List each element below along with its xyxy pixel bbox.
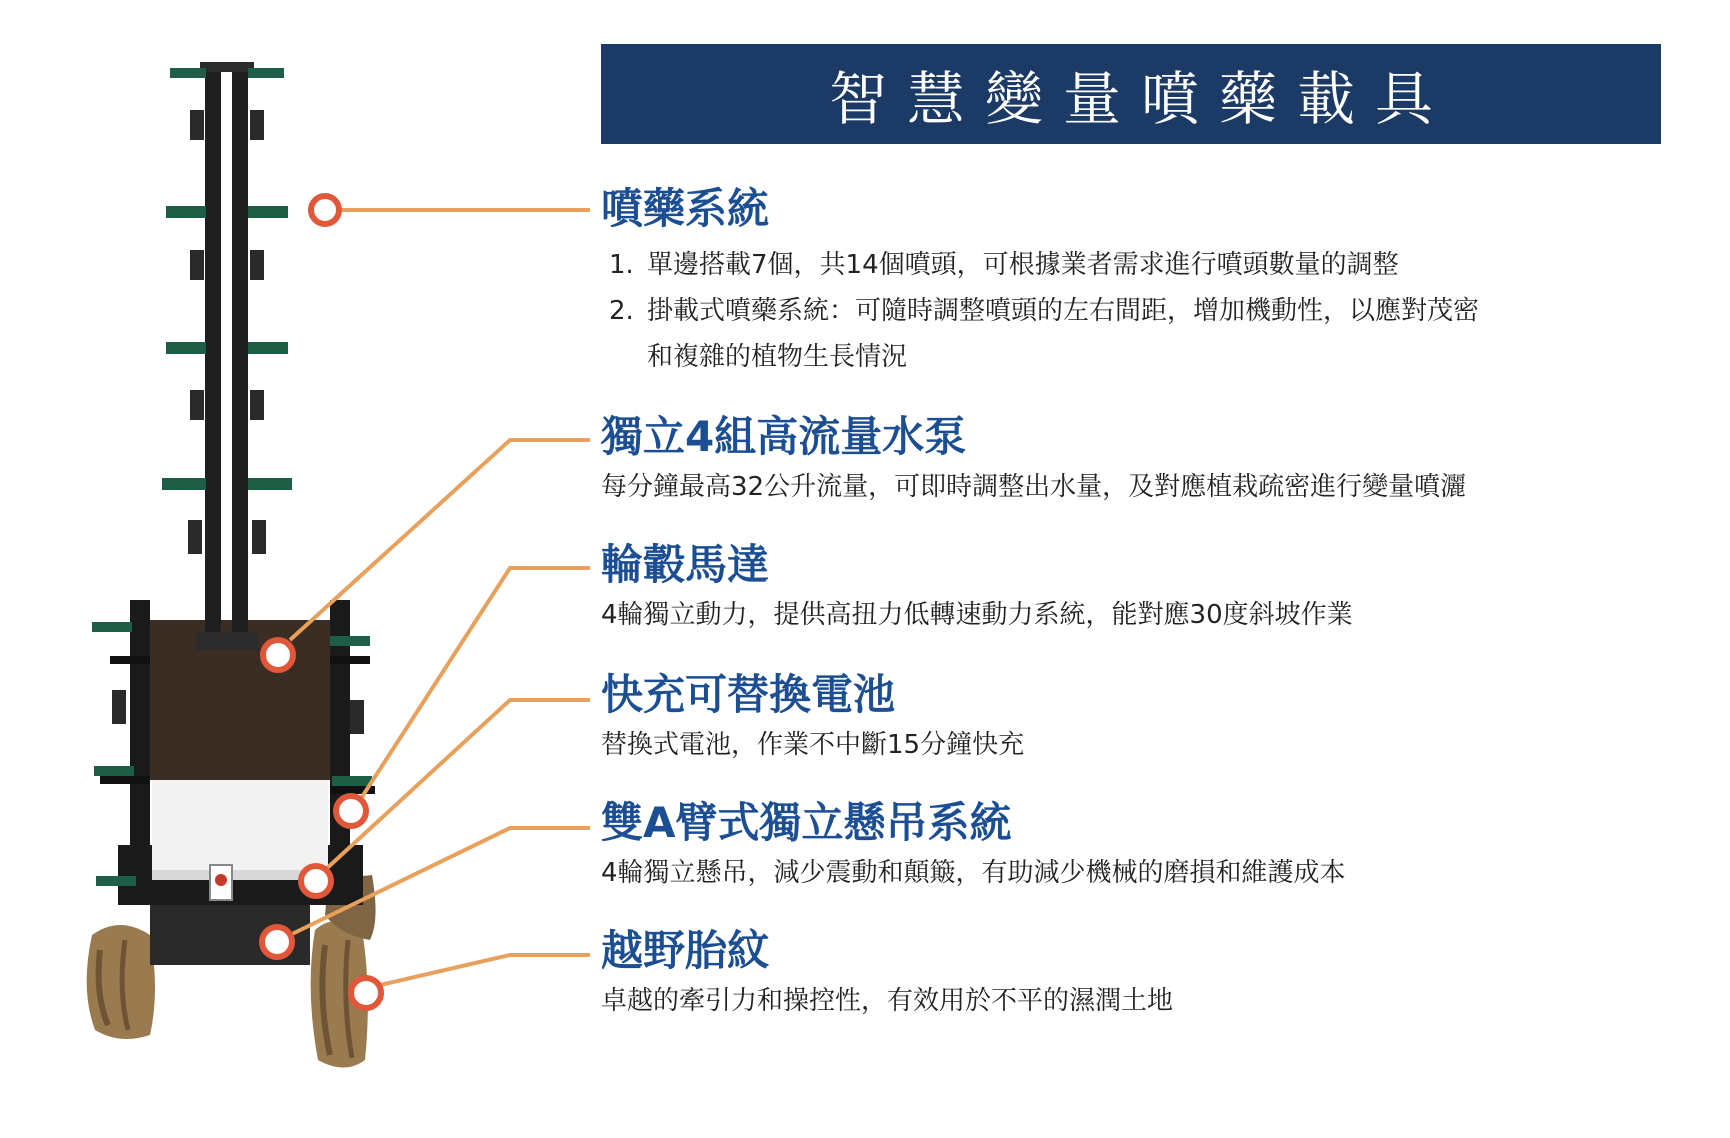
title-banner [601,44,1661,144]
list-text: 單邊搭載7個，共14個噴頭，可根據業者需求進行噴頭數量的調整 [647,250,1399,280]
spray-boom-mast [196,62,258,650]
section-heading: 雙A臂式獨立懸吊系統 [601,798,1012,847]
list-number: 1. [609,250,634,280]
section-heading: 快充可替換電池 [601,670,896,719]
section-hub-motor [601,538,1681,638]
section-description: 卓越的牽引力和操控性，有效用於不平的濕潤土地 [601,986,1174,1016]
section-description: 4輪獨立懸吊，減少震動和顛簸，有助減少機械的磨損和維護成本 [601,858,1346,888]
section-heading: 輪轂馬達 [601,540,770,589]
page-title: 智慧變量噴藥載具 [828,65,1453,133]
feature-list [601,242,1601,380]
list-number: 2. [609,296,634,326]
section-suspension [601,796,1681,896]
section-heading: 噴藥系統 [601,184,770,233]
section-heading: 獨立4組高流量水泵 [601,412,967,461]
section-water-pump [601,410,1681,510]
section-description: 每分鐘最高32公升流量，可即時調整出水量，及對應植栽疏密進行變量噴灑 [601,472,1467,502]
list-text: 掛載式噴藥系統：可隨時調整噴頭的左右間距，增加機動性，以應對茂密和複雜的植物生長情況 [647,296,1480,372]
front-left-wheel [87,925,155,1039]
section-battery [601,668,1681,768]
section-spray-system [601,182,1601,380]
list-item [601,288,1501,380]
list-item [601,242,1601,288]
section-heading: 越野胎紋 [601,926,770,975]
front-right-wheel [311,921,368,1068]
section-description: 替換式電池，作業不中斷15分鐘快充 [601,730,1025,760]
section-description: 4輪獨立動力，提供高扭力低轉速動力系統，能對應30度斜坡作業 [601,600,1353,630]
section-tire-tread [601,924,1681,1024]
water-tank [150,620,330,900]
